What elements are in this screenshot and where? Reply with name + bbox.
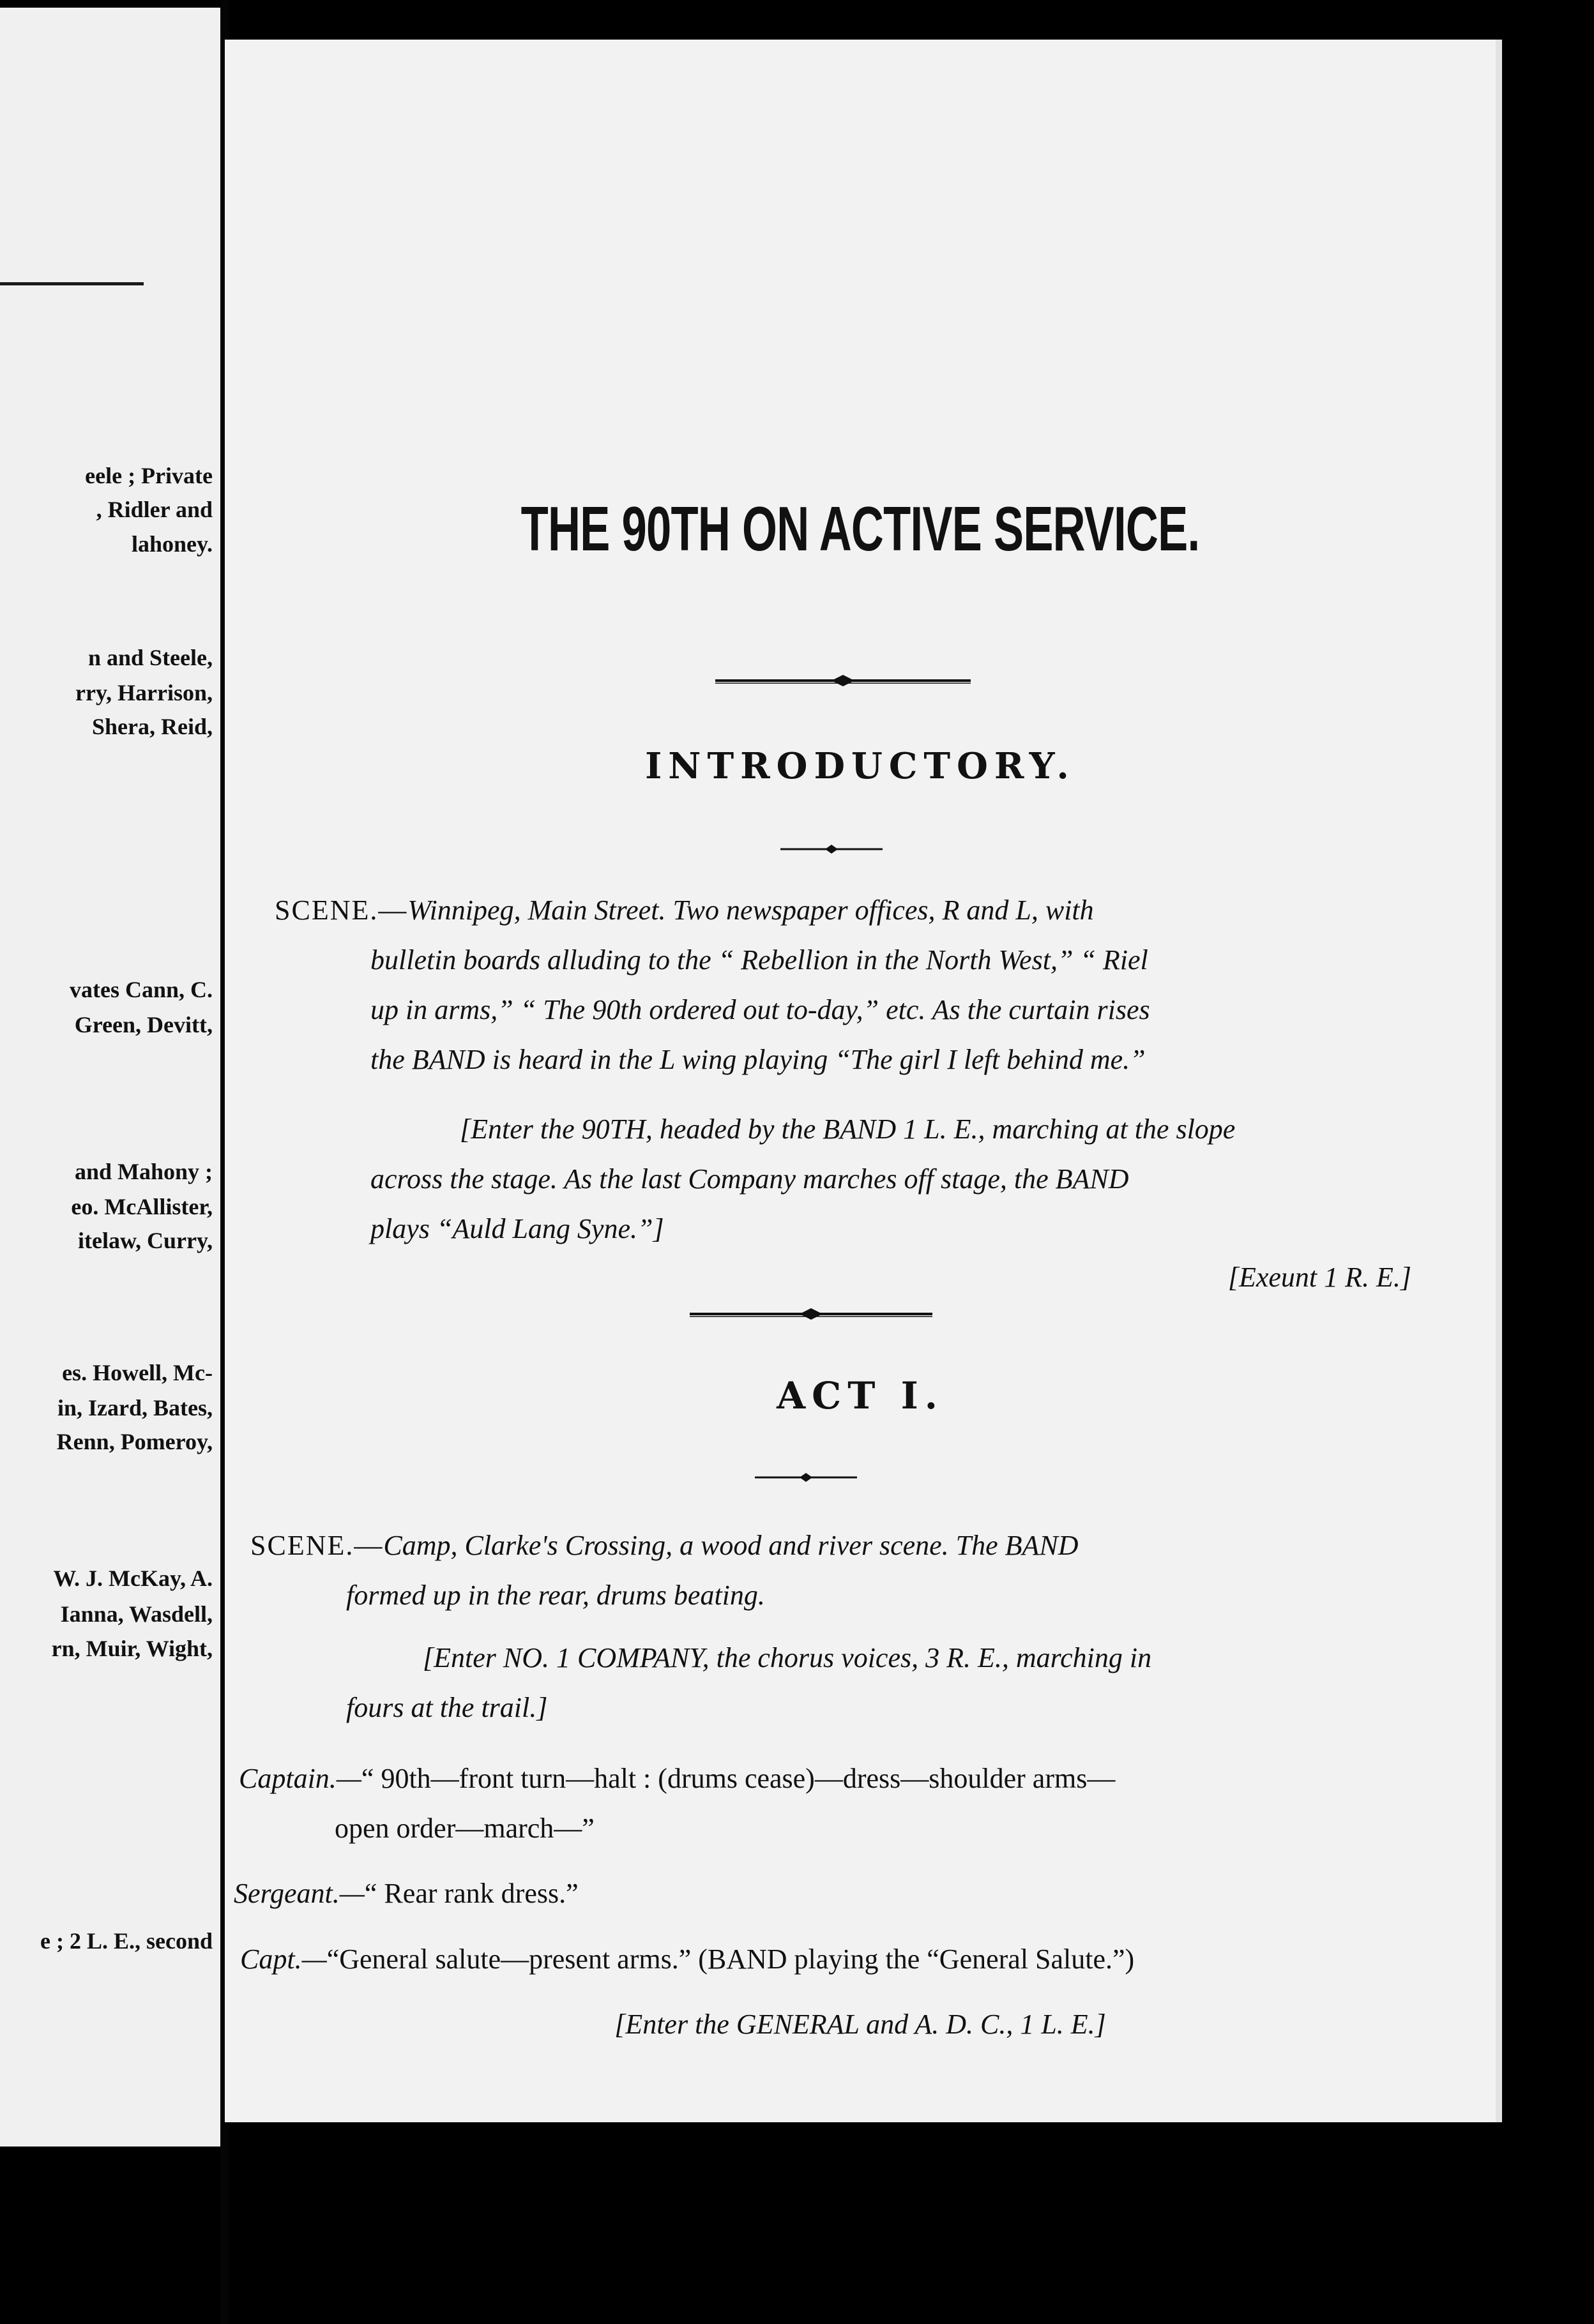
intro-stage-direction (370, 1105, 1411, 1254)
left-page-fragment: es. Howell, Mc- (62, 1360, 213, 1385)
dialogue-captain (239, 1754, 1408, 1853)
ornament-divider-4 (755, 1471, 857, 1484)
stage-direction-line: [Enter the 90TH, headed by the BAND 1 L. E., marching at the slope (460, 1113, 1236, 1145)
stage-direction-line: plays “Auld Lang Syne.”] (370, 1213, 664, 1244)
left-page-fragment: itelaw, Curry, (78, 1228, 213, 1253)
stage-direction-line: across the stage. As the last Company marches off stage, the BAND (370, 1163, 1129, 1195)
left-page-fragment: e ; 2 L. E., second (40, 1928, 213, 1954)
left-page-fragment: , Ridler and (96, 497, 213, 522)
left-page-fragment: rn, Muir, Wight, (51, 1636, 213, 1661)
company-stage-direction (346, 1633, 1400, 1733)
left-page-fragment: W. J. McKay, A. (53, 1566, 213, 1591)
dialogue-line: “ Rear rank dress.” (364, 1878, 579, 1909)
intro-scene-paragraph (275, 886, 1411, 1085)
act-scene-line: formed up in the rear, drums beating. (346, 1580, 765, 1611)
left-page-fragment: lahoney. (131, 531, 213, 557)
left-page-fragment: vates Cann, C. (69, 977, 213, 1002)
dialogue-line: open order—march—” (335, 1813, 595, 1844)
left-page-fragment: eo. McAllister, (71, 1194, 213, 1219)
ornament-divider-1 (715, 673, 971, 688)
stage-direction-line: [Enter NO. 1 COMPANY, the chorus voices, 3 R. E., marching in (423, 1642, 1152, 1673)
intro-scene-label: SCENE.— (275, 894, 408, 926)
act-heading: ACT I. (777, 1374, 944, 1417)
left-page-fragment: Renn, Pomeroy, (56, 1429, 213, 1454)
dialogue-line: “ 90th—front turn—halt : (drums cease)—dress—shoulder arms— (361, 1763, 1116, 1794)
left-page-fragment: eele ; Private (85, 463, 213, 488)
left-page-fragment: rry, Harrison, (75, 680, 213, 706)
left-page-fragment: Ianna, Wasdell, (60, 1601, 213, 1627)
intro-scene-line: bulletin boards alluding to the “ Rebellion in the North West,” “ Riel (370, 944, 1148, 976)
stage-direction-line: fours at the trail.] (346, 1692, 548, 1723)
speaker-name: Sergeant.— (234, 1878, 365, 1909)
intro-scene-line: Winnipeg, Main Street. Two newspaper offices, R and L, with (407, 894, 1094, 926)
speaker-name: Captain.— (239, 1763, 361, 1794)
exeunt-direction: [Exeunt 1 R. E.] (1227, 1262, 1411, 1293)
introductory-heading: INTRODUCTORY. (645, 745, 1075, 787)
act-scene-label: SCENE.— (250, 1530, 384, 1561)
intro-scene-line: up in arms,” “ The 90th ordered out to-day,” etc. As the curtain rises (370, 994, 1150, 1025)
ornament-divider-3 (690, 1306, 932, 1322)
left-facing-page (0, 8, 220, 2147)
left-page-rule (0, 282, 144, 285)
main-page (225, 40, 1502, 2122)
left-page-fragment: n and Steele, (87, 645, 213, 670)
left-page-fragment: Shera, Reid, (92, 714, 213, 739)
speaker-name: Capt.— (240, 1943, 327, 1975)
page-title: THE 90TH ON ACTIVE SERVICE. (520, 494, 1200, 564)
left-page-fragment: in, Izard, Bates, (57, 1395, 213, 1421)
dialogue-sergeant (234, 1869, 1402, 1919)
left-page-fragment: and Mahony ; (74, 1159, 213, 1184)
intro-scene-line: the BAND is heard in the L wing playing “The girl I left behind me.” (370, 1044, 1146, 1075)
act-scene-paragraph (250, 1521, 1400, 1620)
act-scene-line: Camp, Clarke's Crossing, a wood and river scene. The BAND (383, 1530, 1079, 1561)
left-page-fragment: Green, Devitt, (74, 1012, 213, 1038)
ornament-divider-2 (780, 843, 883, 856)
dialogue-line: “General salute—present arms.” (BAND playing the “General Salute.”) (326, 1943, 1135, 1975)
dialogue-capt (240, 1935, 1441, 1984)
general-stage-direction: [Enter the GENERAL and A. D. C., 1 L. E.] (614, 2009, 1106, 2040)
